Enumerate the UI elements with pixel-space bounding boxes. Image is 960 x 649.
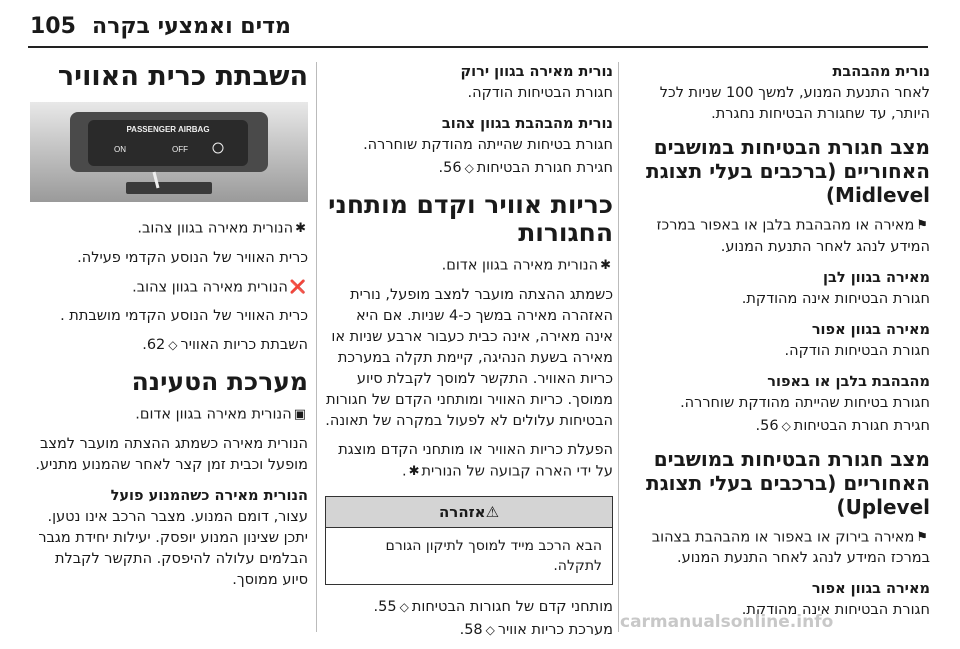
seatbelt-reference[interactable]: חגירת חגורת הבטיחות◇56. [628,416,930,437]
warning-box [325,496,613,585]
airbag-off-icon: ❌ [289,279,306,295]
pretensioner-reference[interactable]: מותחני קדם של חגורות הבטיחות◇55. [325,597,613,618]
passenger-airbag-panel-photo [30,102,308,202]
airbag-deactivation-heading: השבתת כרית האוויר [57,61,308,92]
reference-arrow-icon: ◇ [485,623,495,637]
left-column [30,62,308,599]
watermark: carmanualsonline.info [620,612,834,632]
airbag-on-text-1: ✱הנורית מאירה בגוון צהוב. [30,218,308,240]
reference-arrow-icon: ◇ [168,338,178,352]
rear-belt-midlevel-text: ⚑מאירה או מהבהבת בלבן או באפור במרכז המידע לנהג לאחר התנעת המנוע. [628,215,930,258]
warning-triangle-icon: ⚠ [485,503,500,521]
panel-off-label: OFF [172,145,188,154]
header-rule [28,46,928,48]
rear-belt-midlevel-heading: מצב חגורת הבטיחות במושבים האחוריים (ברכבים בעלי תצוגת Midlevel) [646,135,930,207]
right-column [628,62,930,629]
seatbelt-icon: ⚑ [916,218,928,233]
reference-arrow-icon: ◇ [399,600,409,614]
warning-header: ⚠אזהרה [326,497,612,528]
column-divider-left [316,62,317,632]
yellow-flash-text: חגורת בטיחות שהייתה מהודקת שוחררה. [363,137,613,153]
yellow-flash-heading: נורית מהבהבת בגוון צהוב [441,116,613,132]
airbag-description: כשמתג ההצתה מועבר למצב מופעל, נורית האזהרה מאירה במשך כ-4 שניות. אם היא אינה מאירה, אינה כבית כעבור ארבע שניות או מאירה בשעת הנהיגה, קיימת תקלה במערכת כריות האוויר. התקשר למוסך לקבלת סיוע ממוסך. כריות האוויר ומותחני הקדם של חגורות הבטיחות עלולים לא לפעול במקרה של תאונה. [325,286,613,429]
airbag-off-text-1: ❌הנורית מאירה בגוון צהוב. [30,277,308,299]
flashing-white-grey-text: חגורת בטיחות שהייתה מהודקת שוחררה. [680,394,930,411]
page-number: 105 [30,14,76,39]
rear-belt-uplevel-text: ⚑מאירה בירוק או באפור או מהבהבת בצהוב במרכז המידע לנהג לאחר התנעת המנוע. [628,527,930,570]
seatbelt-icon: ⚑ [916,529,928,545]
grey-light-heading-2: מאירה בגוון אפור [811,581,930,597]
charging-description: הנורית מאירה כשמתג ההצתה מועבר למצב מופעל וכבית זמן קצר לאחר שהמנוע מתניע. [35,435,308,473]
charging-system-heading: מערכת הטעינה [131,367,308,396]
flashing-indicator-heading: נורית מהבהבת [832,64,930,80]
engine-running-heading: הנורית מאירה כשהמנוע פועל [110,487,308,504]
green-light-text: חגורת הבטיחות הודקה. [467,85,613,101]
page-header [0,0,960,50]
grey-light-text: חגורת הבטיחות הודקה. [784,342,930,359]
page-header-title: מדים ואמצעי בקרה [92,14,291,39]
airbag-deployment-text: הפעלת כריות האוויר או מותחני הקדם מוצגת על ידי הארה קבועה של הנורית✱. [325,440,613,483]
flashing-white-grey-heading: מהבהבת בלבן או באפור [767,373,930,390]
reference-arrow-icon: ◇ [781,418,791,433]
panel-airbag-label: PASSENGER AIRBAG [126,125,210,134]
airbag-on-icon: ✱ [295,221,306,236]
airbag-icon: ✱ [600,258,611,273]
airbag-red-light-text: ✱הנורית מאירה בגוון אדום. [325,255,613,277]
warning-text: הבא הרכב מייד למוסך לתיקון הגורם לתקלה. [385,538,602,574]
white-light-heading: מאירה בגוון לבן [823,269,930,286]
green-light-heading: נורית מאירה בגוון ירוק [460,64,613,80]
grey-light-text-2: חגורת הבטיחות אינה מהודקת. [741,602,930,618]
airbag-pretensioner-heading: כריות אוויר וקדם מותחני החגורות [328,190,613,247]
column-divider-right [618,62,619,632]
airbag-deactivation-reference[interactable]: השבתת כריות האוויר◇62. [30,335,308,356]
reference-arrow-icon: ◇ [464,161,474,175]
engine-running-text: עצור, דומם המנוע. מצבר הרכב אינו נטען. יתכן שצינון המנוע יופסק. יעילות יחידת מגבר הבלמים עלולה להיפסק. התקשר לקבלת סיוע ממוסך. [38,508,308,588]
grey-light-heading: מאירה בגוון אפור [811,321,930,338]
airbag-system-reference[interactable]: מערכת כריות אוויר◇58. [325,620,613,641]
airbag-icon: ✱ [408,463,420,479]
middle-column [325,62,613,649]
airbag-off-text-2: כרית האוויר של הנוסע הקדמי מושבתת . [60,308,308,324]
charging-red-light-text: ▣הנורית מאירה בגוון אדום. [30,404,308,426]
white-light-text: חגורת הבטיחות אינה מהודקת. [741,290,930,307]
flashing-indicator-text: לאחר התנעת המנוע, למשך 100 שניות לכל היותר, עד שחגורת הבטיחות נחגרת. [659,85,930,122]
panel-on-label: ON [114,145,126,154]
rear-belt-uplevel-heading: מצב חגורת הבטיחות במושבים האחוריים (ברכבים בעלי תצוגת Uplevel) [646,446,930,519]
battery-icon: ▣ [293,407,306,422]
seatbelt-reference-2[interactable]: חגירת חגורת הבטיחות◇56. [325,158,613,179]
airbag-on-text-2: כרית האוויר של הנוסע הקדמי פעילה. [77,249,308,266]
